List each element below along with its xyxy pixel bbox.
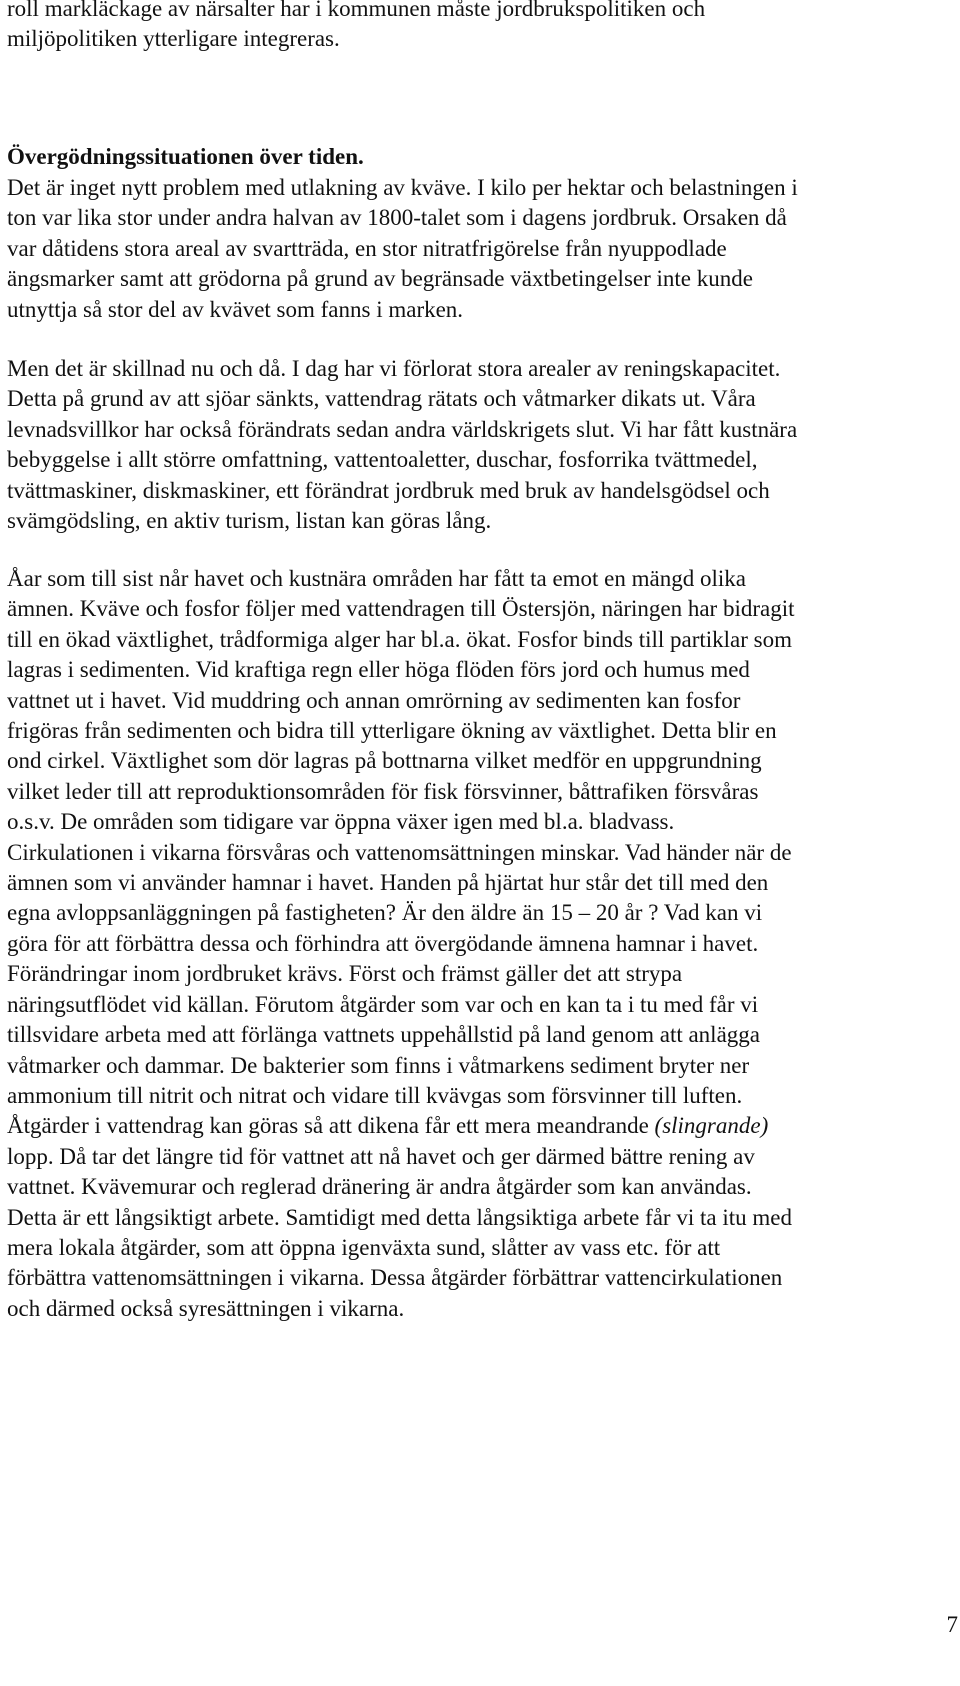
text-run: Åtgärder i vattendrag kan göras så att dikena får ett mera meandrande bbox=[7, 1113, 655, 1139]
paragraph-history bbox=[7, 173, 798, 325]
text-line: vilket leder till att reproduktionsområden för fisk försvinner, båttrafiken försvåras bbox=[7, 778, 759, 804]
text-line: tvättmaskiner, diskmaskiner, ett förändrat jordbruk med bruk av handelsgödsel och bbox=[7, 477, 770, 503]
text-line: Det är inget nytt problem med utlakning av kväve. I kilo per hektar och belastningen i bbox=[7, 175, 798, 200]
text-line: ton var lika stor under andra halvan av 1800-talet som i dagens jordbruk. Orsaken då bbox=[7, 205, 787, 231]
text-line: näringsutflödet vid källan. Förutom åtgärder som var och en kan ta i tu med får vi bbox=[7, 991, 759, 1017]
text-line: våtmarker och dammar. De bakterier som finns i våtmarkens sediment bryter ner bbox=[7, 1052, 750, 1078]
text-line: roll markläckage av närsalter har i kommunen måste jordbrukspolitiken och bbox=[7, 0, 706, 21]
text-line: svämgödsling, en aktiv turism, listan kan göras lång. bbox=[7, 508, 492, 534]
text-line: lagras i sedimenten. Vid kraftiga regn eller höga flöden förs jord och humus med bbox=[7, 657, 750, 683]
text-line: bebyggelse i allt större omfattning, vattentoaletter, duschar, fosforrika tvättmedel, bbox=[7, 447, 758, 473]
text-line: till en ökad växtlighet, trådformiga alger har bl.a. ökat. Fosfor binds till partiklar som bbox=[7, 626, 793, 652]
section-heading: Övergödningssituationen över tiden. bbox=[7, 144, 364, 169]
text-line: var dåtidens stora areal av svartträda, en stor nitratfrigörelse från nyuppodlade bbox=[7, 235, 727, 261]
text-line: tillsvidare arbeta med att förlänga vattnets uppehållstid på land genom att anlägga bbox=[7, 1022, 760, 1048]
paragraph-measures bbox=[7, 564, 795, 1324]
text-line: Detta är ett långsiktigt arbete. Samtidigt med detta långsiktiga arbete får vi ta itu med bbox=[7, 1204, 792, 1230]
text-line: ammonium till nitrit och nitrat och vidare till kvävgas som försvinner till luften. bbox=[7, 1082, 743, 1108]
italic-text-run: (slingrande) bbox=[654, 1113, 769, 1139]
text-line: o.s.v. De områden som tidigare var öppna växer igen med bl.a. bladvass. bbox=[7, 809, 675, 835]
text-line: ämnen som vi använder hamnar i havet. Handen på hjärtat hur står det till med den bbox=[7, 870, 769, 896]
text-line: frigöras från sedimenten och bidra till ytterligare ökning av växtlighet. Detta blir en bbox=[7, 718, 777, 744]
text-line: egna avloppsanläggningen på fastigheten? Är den äldre än 15 – 20 år ? Vad kan vi bbox=[7, 900, 763, 926]
text-line: utnyttja så stor del av kvävet som fanns i marken. bbox=[7, 296, 464, 322]
text-line: Cirkulationen i vikarna försvåras och vattenomsättningen minskar. Vad händer när de bbox=[7, 839, 792, 865]
text-line: Men det är skillnad nu och då. I dag har vi förlorat stora arealer av reningskapacitet. bbox=[7, 356, 781, 381]
text-line: lopp. Då tar det längre tid för vattnet att nå havet och ger därmed bättre rening av bbox=[7, 1143, 755, 1169]
text-line: ängsmarker samt att grödorna på grund av begränsade växtbetingelser inte kunde bbox=[7, 266, 753, 292]
page-number: 7 bbox=[946, 1612, 958, 1637]
text-line: vattnet ut i havet. Vid muddring och annan omrörning av sedimenten kan fosfor bbox=[7, 687, 741, 713]
text-line: vattnet. Kvävemurar och reglerad dränering är andra åtgärder som kan användas. bbox=[7, 1174, 752, 1200]
text-line: Detta på grund av att sjöar sänkts, vattendrag rätats och våtmarker dikats ut. Våra bbox=[7, 386, 756, 412]
intro-paragraph bbox=[7, 0, 705, 55]
paragraph-differences bbox=[7, 354, 797, 536]
text-line: göra för att förbättra dessa och förhindra att övergödande ämnena hamnar i havet. bbox=[7, 930, 759, 956]
text-line: miljöpolitiken ytterligare integreras. bbox=[7, 26, 340, 52]
text-line bbox=[7, 1111, 795, 1141]
text-line: ond cirkel. Växtlighet som dör lagras på bottnarna vilket medför en uppgrundning bbox=[7, 748, 762, 774]
text-line: levnadsvillkor har också förändrats sedan andra världskrigets slut. Vi har fått kustnära bbox=[7, 416, 798, 442]
text-line: Förändringar inom jordbruket krävs. Först och främst gäller det att strypa bbox=[7, 961, 683, 987]
text-line: ämnen. Kväve och fosfor följer med vattendragen till Östersjön, näringen har bidragit bbox=[7, 596, 795, 622]
text-line: förbättra vattenomsättningen i vikarna. Dessa åtgärder förbättrar vattencirkulationen bbox=[7, 1265, 783, 1291]
text-line: mera lokala åtgärder, som att öppna igenväxta sund, slåtter av vass etc. för att bbox=[7, 1234, 721, 1260]
text-line: och därmed också syresättningen i vikarna. bbox=[7, 1295, 405, 1321]
text-line: Åar som till sist når havet och kustnära områden har fått ta emot en mängd olika bbox=[7, 566, 746, 591]
